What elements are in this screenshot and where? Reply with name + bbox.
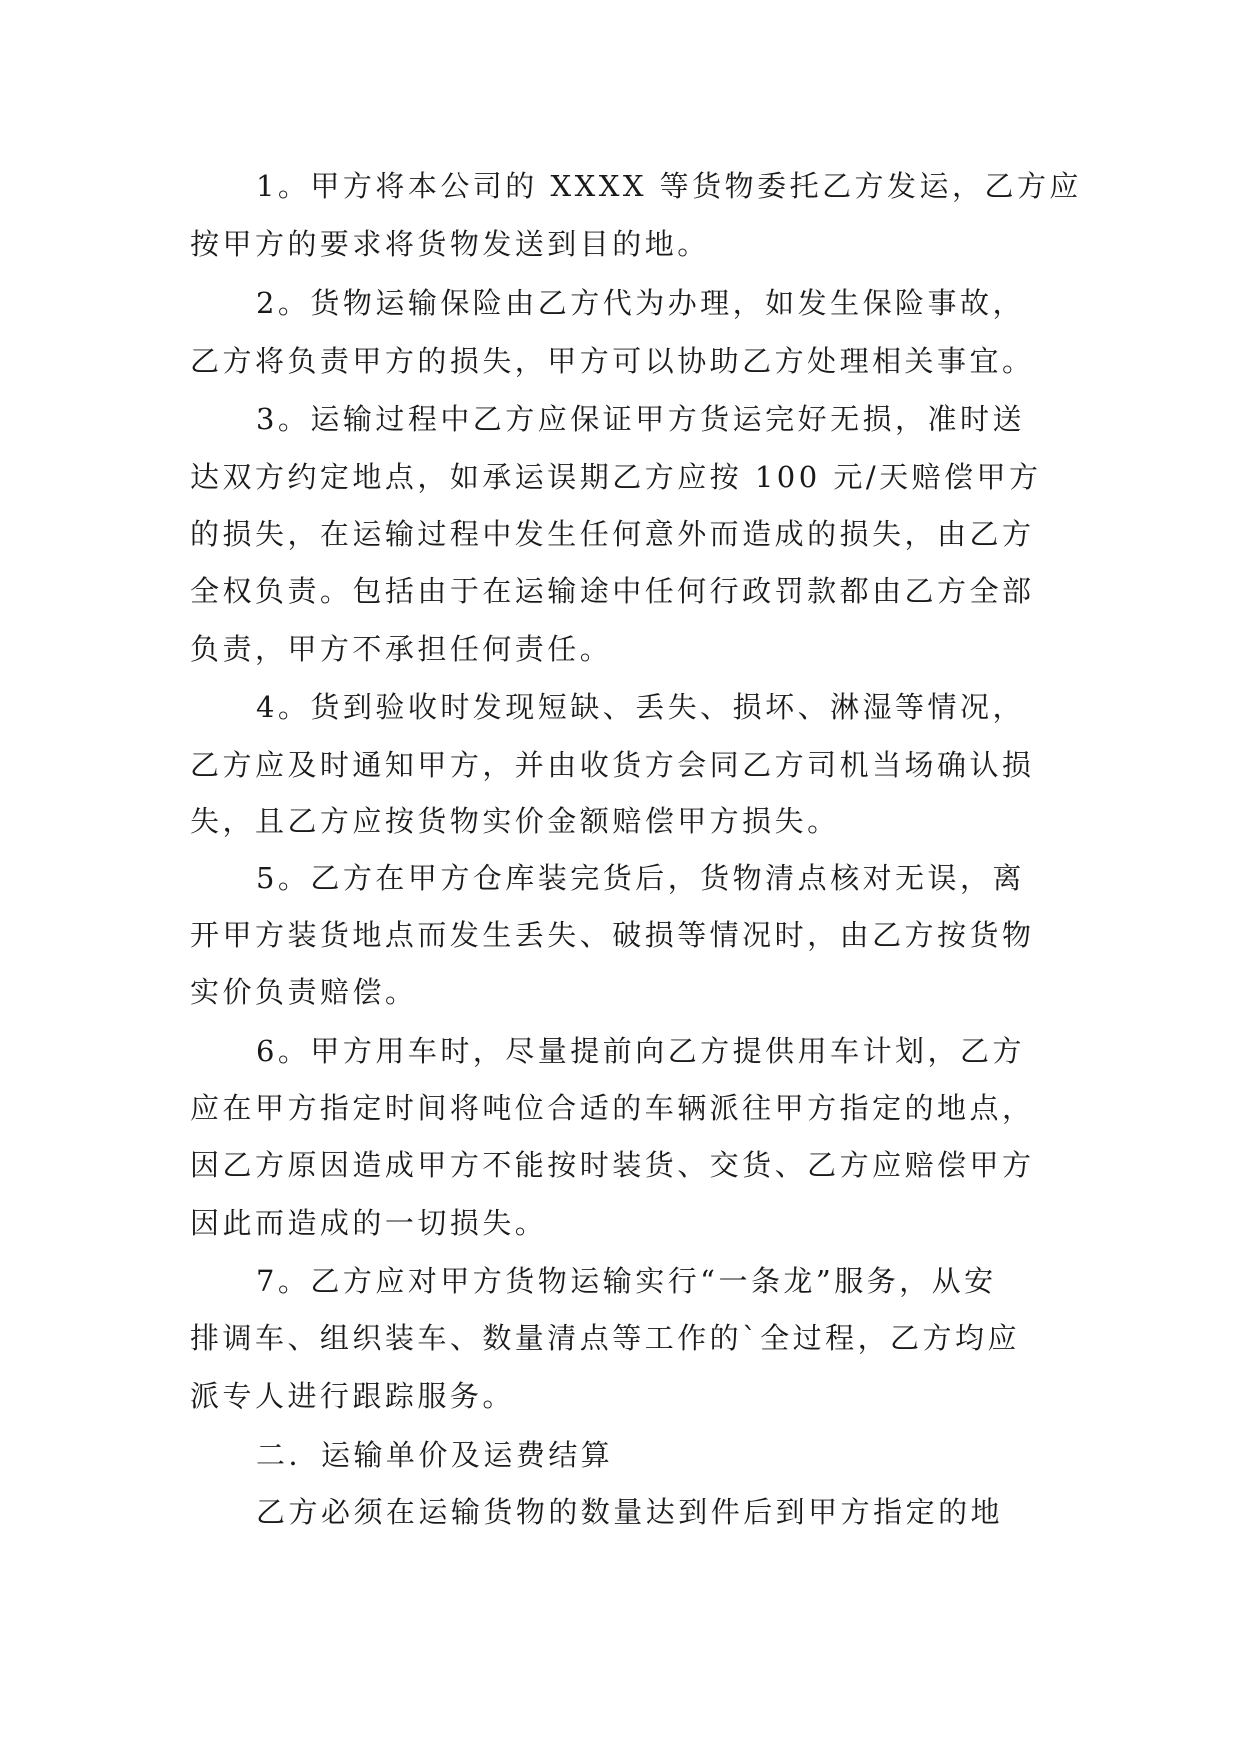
clause-3-line-2: 达双方约定地点，如承运误期乙方应按 100 元/天赔偿甲方 — [190, 460, 1042, 494]
clause-5-line-2: 开甲方装货地点而发生丢失、破损等情况时，由乙方按货物 — [190, 918, 1035, 952]
clause-5-line-1: 5。乙方在甲方仓库装完货后，货物清点核对无误，离 — [256, 861, 1025, 895]
clause-6-line-4: 因此而造成的一切损失。 — [190, 1206, 548, 1240]
section-paragraph-line-1: 乙方必须在运输货物的数量达到件后到甲方指定的地 — [256, 1495, 1004, 1529]
section-heading: 二．运输单价及运费结算 — [256, 1438, 614, 1472]
clause-7-line-1: 7。乙方应对甲方货物运输实行“一条龙”服务，从安 — [256, 1264, 997, 1298]
clause-7-line-3: 派专人进行跟踪服务。 — [190, 1379, 515, 1413]
clause-6-line-2: 应在甲方指定时间将吨位合适的车辆派往甲方指定的地点， — [190, 1091, 1035, 1125]
clause-3-line-4: 全权负责。包括由于在运输途中任何行政罚款都由乙方全部 — [190, 574, 1035, 608]
clause-3-line-1: 3。运输过程中乙方应保证甲方货运完好无损，准时送 — [256, 402, 1025, 436]
clause-4-line-3: 失，且乙方应按货物实价金额赔偿甲方损失。 — [190, 804, 840, 838]
clause-1-line-2: 按甲方的要求将货物发送到目的地。 — [190, 227, 710, 261]
clause-4-line-1: 4。货到验收时发现短缺、丢失、损坏、淋湿等情况， — [256, 690, 1025, 724]
clause-3-line-5: 负责，甲方不承担任何责任。 — [190, 632, 613, 666]
clause-4-line-2: 乙方应及时通知甲方，并由收货方会同乙方司机当场确认损 — [190, 748, 1035, 782]
clause-3-line-3: 的损失，在运输过程中发生任何意外而造成的损失，由乙方 — [190, 517, 1035, 551]
clause-6-line-1: 6。甲方用车时，尽量提前向乙方提供用车计划，乙方 — [256, 1034, 1025, 1068]
clause-1-line-1: 1。甲方将本公司的 XXXX 等货物委托乙方发运，乙方应 — [256, 169, 1082, 203]
clause-2-line-2: 乙方将负责甲方的损失，甲方可以协助乙方处理相关事宜。 — [190, 344, 1035, 378]
clause-5-line-3: 实价负责赔偿。 — [190, 975, 418, 1009]
clause-7-line-2: 排调车、组织装车、数量清点等工作的`全过程，乙方均应 — [190, 1321, 1020, 1355]
clause-2-line-1: 2。货物运输保险由乙方代为办理，如发生保险事故， — [256, 286, 1025, 320]
clause-6-line-3: 因乙方原因造成甲方不能按时装货、交货、乙方应赔偿甲方 — [190, 1148, 1035, 1182]
